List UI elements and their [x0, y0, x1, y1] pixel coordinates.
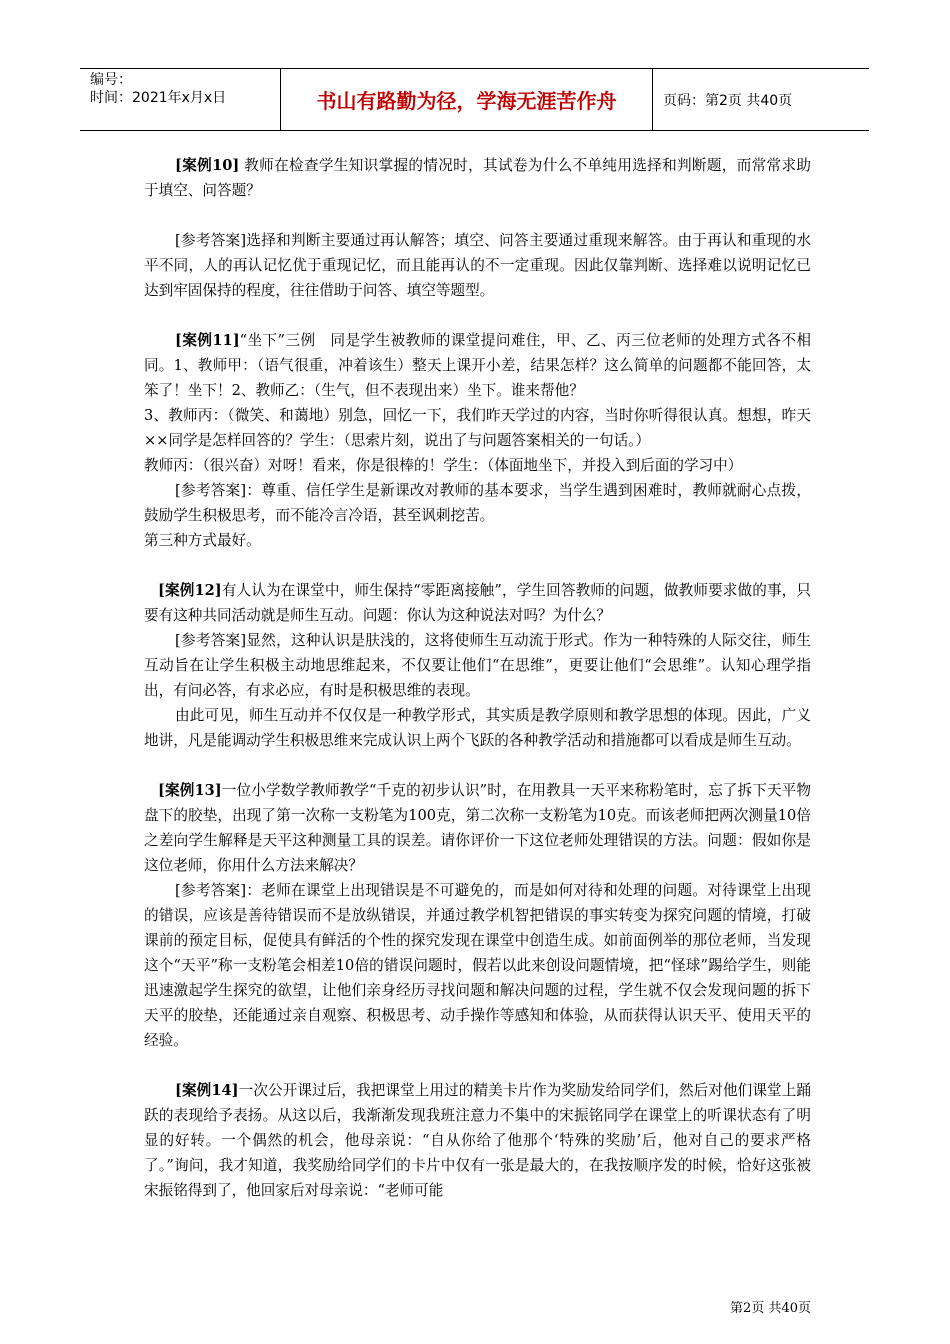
answer-12-paragraph	[144, 628, 811, 703]
time-label: 时间：2021年x月x日	[90, 90, 227, 106]
case-11-teacher-c	[144, 403, 811, 453]
case-14-paragraph	[144, 1078, 811, 1203]
paragraph-text: 3、教师丙：（微笑、和蔼地）别急，回忆一下，我们昨天学过的内容，当时你听得很认真。想想，昨天××同学是怎样回答的？学生：（思索片刻，说出了与问题答案相关的一句话。）	[144, 407, 811, 449]
answer-label: [参考答案]	[175, 482, 247, 499]
paragraph-text: “坐下”三例 同是学生被教师的课堂提问难住，甲、乙、丙三位老师的处理方式各不相同。1、教师甲：（语气很重，冲着该生）整天上课开小差，结果怎样？这么简单的问题都不能回答，太笨了！坐下！2、教师乙：（生气，但不表现出来）坐下。谁来帮他？	[144, 332, 811, 399]
paragraph-text: 显然，这种认识是肤浅的，这将使师生互动流于形式。作为一种特殊的人际交往，师生互动旨在让学生积极主动地思维起来，不仅要让他们“在思维”，更要让他们“会思维”。认知心理学指出，有问必答，有求必应，有时是积极思维的表现。	[144, 632, 811, 699]
case-10-paragraph	[144, 153, 811, 203]
answer-label: [参考答案]	[175, 632, 247, 649]
answer-label: [参考答案]	[175, 232, 247, 249]
page-footer: 第2页 共40页	[730, 1301, 811, 1316]
case-label: [案例13]	[158, 782, 222, 799]
paragraph-text: 选择和判断主要通过再认解答；填空、问答主要通过重现来解答。由于再认和重现的水平不同，人的再认记忆优于重现记忆，而且能再认的不一定重现。因此仅靠判断、选择难以说明记忆已达到牢固保持的程度，往往借助于问答、填空等题型。	[144, 232, 811, 299]
answer-label: [参考答案]	[175, 882, 247, 899]
paragraph-text: 一次公开课过后，我把课堂上用过的精美卡片作为奖励发给同学们，然后对他们课堂上踊跃的表现给予表扬。从这以后，我渐渐发现我班注意力不集中的宋振铭同学在课堂上的听课状态有了明显的好转。一个偶然的机会，他母亲说：“自从你给了他那个‘特殊的奖励’后，他对自己的要求严格了。”询问，我才知道，我奖励给同学们的卡片中仅有一张是最大的，在我按顺序发的时候，恰好这张被宋振铭得到了，他回家后对母亲说：“老师可能	[144, 1082, 811, 1199]
answer-11-paragraph	[144, 478, 811, 528]
paragraph-text: 教师丙：（很兴奋）对呀！看来，你是很棒的！学生：（体面地坐下，并投入到后面的学习中）	[144, 457, 743, 474]
paragraph-text: 第三种方式最好。	[144, 532, 261, 549]
paragraph-text: 一位小学数学教师教学“千克的初步认识”时，在用教具一天平来称粉笔时，忘了拆下天平物盘下的胶垫，出现了第一次称一支粉笔为100克，第二次称一支粉笔为10克。而该老师把两次测量10倍之差向学生解释是天平这种测量工具的误差。请你评价一下这位老师处理错误的方法。问题：假如你是这位老师，你用什么方法来解决？	[144, 782, 811, 874]
answer-13-paragraph	[144, 878, 811, 1053]
page-header	[80, 68, 869, 131]
answer-10-paragraph	[144, 228, 811, 303]
case-11-conclusion	[144, 528, 811, 553]
document-body	[144, 153, 811, 1203]
case-11-teacher-c-reply	[144, 453, 811, 478]
case-12-conclusion	[144, 703, 811, 753]
case-13-paragraph	[144, 778, 811, 878]
paragraph-text: 有人认为在课堂中，师生保持“零距离接触”，学生回答教师的问题，做教师要求做的事，只要有这种共同活动就是师生互动。问题：你认为这种说法对吗？为什么？	[144, 582, 811, 624]
paragraph-text: 教师在检查学生知识掌握的情况时，其试卷为什么不单纯用选择和判断题，而常常求助于填空、问答题？	[144, 157, 811, 199]
header-page-label: 页码：第2页 共40页	[663, 92, 793, 109]
case-label: [案例11]	[175, 332, 240, 349]
code-label: 编号：	[90, 72, 132, 88]
paragraph-text: ：老师在课堂上出现错误是不可避免的，而是如何对待和处理的问题。对待课堂上出现的错误，应该是善待错误而不是放纵错误，并通过教学机智把错误的事实转变为探究问题的情境，打破课前的预定目标，促使具有鲜活的个性的探究发现在课堂中创造生成。如前面例举的那位老师，当发现这个“天平”称一支粉笔会相差10倍的错误问题时，假若以此来创设问题情境，把“怪球”踢给学生，则能迅速激起学生探究的欲望，让他们亲身经历寻找问题和解决问题的过程，学生就不仅会发现问题的拆下天平的胶垫，还能通过亲自观察、积极思考、动手操作等感知和体验，从而获得认识天平、使用天平的经验。	[144, 882, 811, 1049]
case-12-paragraph	[144, 578, 811, 628]
paragraph-text: ：尊重、信任学生是新课改对教师的基本要求，当学生遇到困难时，教师就耐心点拨，鼓励学生积极思考，而不能冷言冷语，甚至讽刺挖苦。	[144, 482, 811, 524]
paragraph-text: 由此可见，师生互动并不仅仅是一种教学形式，其实质是教学原则和教学思想的体现。因此，广义地讲，凡是能调动学生积极思维来完成认识上两个飞跃的各种教学活动和措施都可以看成是师生互动。	[144, 707, 811, 749]
case-label: [案例10]	[175, 157, 240, 174]
case-11-paragraph	[144, 328, 811, 403]
case-label: [案例12]	[158, 582, 222, 599]
header-meta	[80, 69, 281, 130]
header-motto: 书山有路勤为径，学海无涯苦作舟	[281, 69, 653, 130]
case-label: [案例14]	[175, 1082, 239, 1099]
